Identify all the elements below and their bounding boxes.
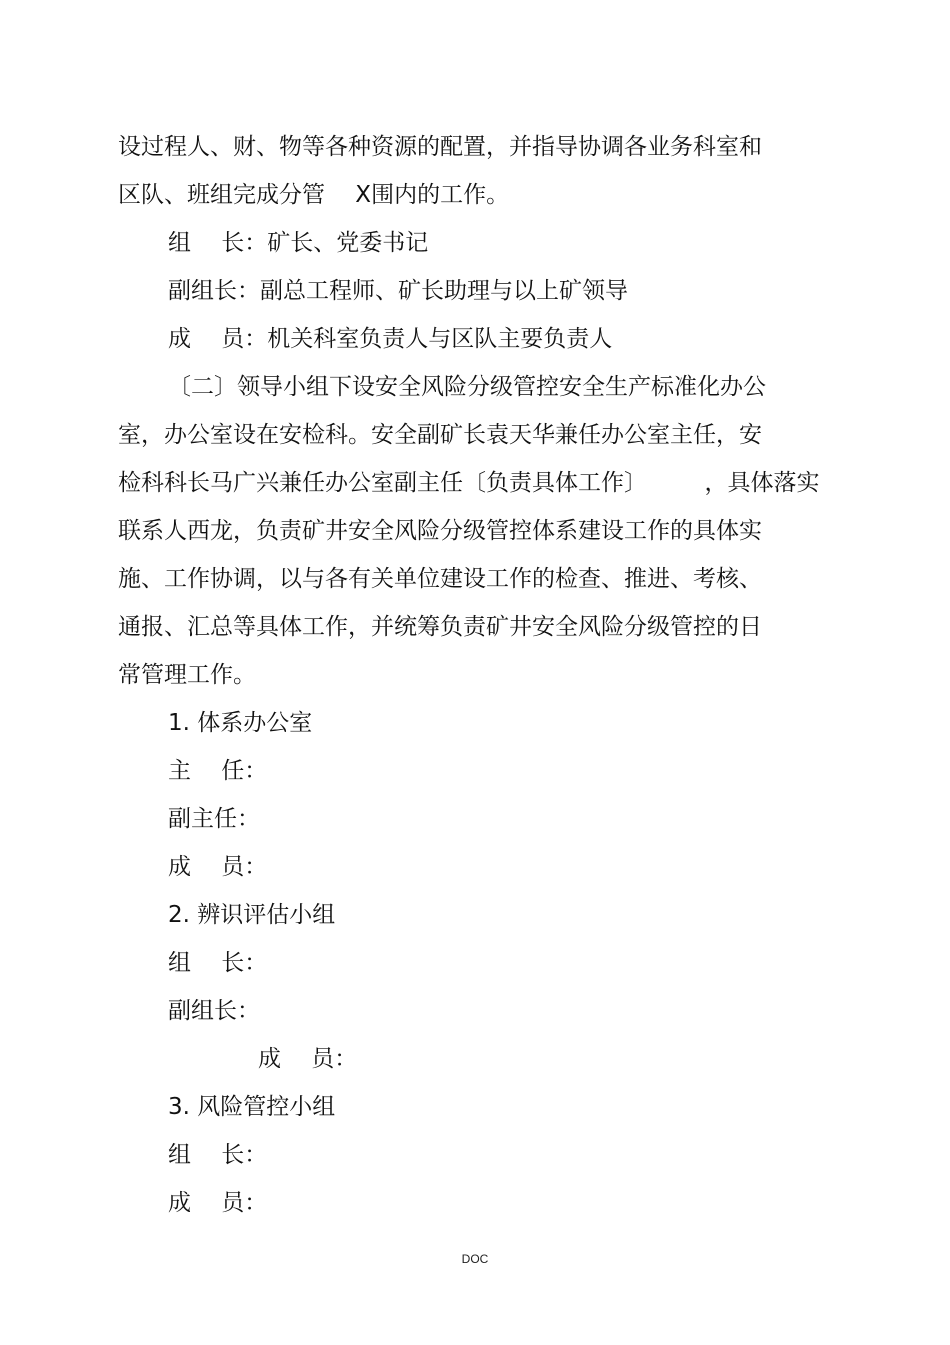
section-two-line-1: 〔二〕领导小组下设安全风险分级管控安全生产标准化办公 — [168, 374, 766, 400]
members-line: 成 员：机关科室负责人与区队主要负责人 — [168, 326, 613, 352]
text-line-2: 区队、班组完成分管 X围内的工作。 — [118, 182, 510, 208]
section-two-line-2: 室，办公室设在安检科。安全副矿长袁天华兼任办公室主任，安 — [118, 422, 762, 448]
deputy-leader-line: 副组长：副总工程师、矿长助理与以上矿领导 — [168, 278, 628, 304]
identification-deputy-leader-line: 副组长： — [168, 998, 260, 1024]
section-two-line-7: 常管理工作。 — [118, 662, 256, 688]
office-members-line: 成 员： — [168, 854, 268, 880]
identification-members-line: 成 员： — [258, 1046, 358, 1072]
risk-control-leader-line: 组 长： — [168, 1142, 268, 1168]
section-two-line-6: 通报、汇总等具体工作，并统筹负责矿井安全风险分级管控的日 — [118, 614, 762, 640]
leader-line: 组 长：矿长、党委书记 — [168, 230, 429, 256]
risk-control-members-line: 成 员： — [168, 1190, 268, 1216]
section-two-line-4: 联系人西龙，负责矿井安全风险分级管控体系建设工作的具体实 — [118, 518, 762, 544]
text-line-1: 设过程人、财、物等各种资源的配置，并指导协调各业务科室和 — [118, 134, 762, 160]
office-director-line: 主 任： — [168, 758, 268, 784]
heading-risk-control-group: 3. 风险管控小组 — [168, 1094, 336, 1120]
office-deputy-director-line: 副主任： — [168, 806, 260, 832]
heading-system-office: 1. 体系办公室 — [168, 710, 313, 736]
section-two-line-3: 检科科长马广兴兼任办公室副主任〔负责具体工作〕 ，具体落实 — [118, 470, 820, 496]
page-footer: DOC — [461, 1252, 489, 1266]
heading-identification-group: 2. 辨识评估小组 — [168, 902, 336, 928]
section-two-line-5: 施、工作协调，以与各有关单位建设工作的检查、推进、考核、 — [118, 566, 762, 592]
identification-leader-line: 组 长： — [168, 950, 268, 976]
